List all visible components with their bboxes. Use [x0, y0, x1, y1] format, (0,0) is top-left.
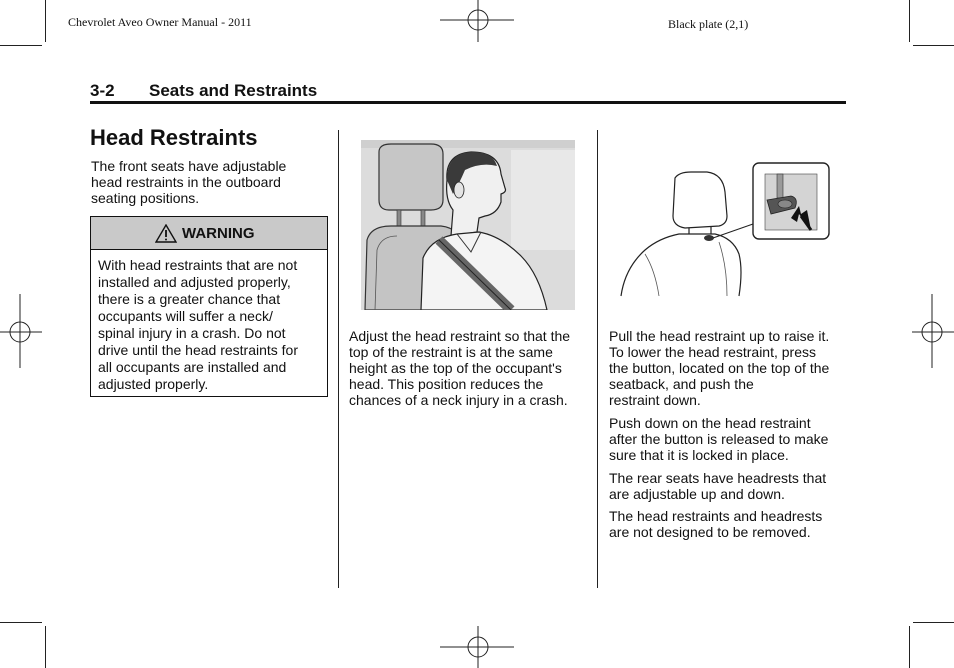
crop-mark [0, 45, 42, 46]
text-line: Pull the head restraint up to raise it. [609, 328, 830, 344]
warning-box [90, 216, 328, 397]
crop-mark [913, 45, 954, 46]
registration-mark-top [440, 0, 516, 44]
occupant-head-restraint-illustration [361, 140, 575, 310]
text-line: To lower the head restraint, press [609, 344, 816, 360]
text-line: height as the top of the occupant's [349, 360, 562, 376]
text-line: are not designed to be removed. [609, 524, 811, 540]
crop-mark [0, 622, 42, 623]
crop-mark [45, 626, 46, 668]
section-rule [90, 101, 846, 104]
manual-title-header: Chevrolet Aveo Owner Manual - 2011 [68, 15, 252, 29]
text-line: head. This position reduces the [349, 376, 544, 392]
warning-triangle-icon [155, 224, 177, 243]
text-line: The front seats have adjustable [91, 158, 287, 174]
text-line: occupants will suffer a neck/ [98, 308, 273, 324]
text-line: With head restraints that are not [98, 257, 298, 273]
head-restraint-button-illustration [615, 158, 835, 298]
warning-header [91, 217, 327, 250]
lock-paragraph [609, 415, 849, 463]
registration-mark-right [910, 294, 954, 370]
text-line: there is a greater chance that [98, 291, 281, 307]
crop-mark [45, 0, 46, 42]
text-line: restraint down. [609, 392, 701, 408]
text-line: sure that it is locked in place. [609, 447, 789, 463]
column-divider [338, 130, 339, 588]
text-line: all occupants are installed and [98, 359, 287, 375]
removal-paragraph [609, 508, 849, 540]
intro-paragraph [91, 158, 321, 206]
text-line: seatback, and push the [609, 376, 754, 392]
text-line: drive until the head restraints for [98, 342, 298, 358]
text-line: spinal injury in a crash. Do not [98, 325, 286, 341]
text-line: Push down on the head restraint [609, 415, 811, 431]
page-title: Head Restraints [90, 125, 258, 150]
text-line: chances of a neck injury in a crash. [349, 392, 568, 408]
text-line: The head restraints and headrests [609, 508, 823, 524]
crop-mark [909, 626, 910, 668]
text-line: head restraints in the outboard [91, 174, 281, 190]
warning-text [98, 257, 324, 393]
column-divider [597, 130, 598, 588]
section-title: Seats and Restraints [149, 81, 318, 100]
warning-label: WARNING [182, 225, 255, 242]
text-line: top of the restraint is at the same [349, 344, 553, 360]
registration-mark-left [0, 294, 44, 370]
raise-lower-paragraph [609, 328, 849, 408]
text-line: Adjust the head restraint so that the [349, 328, 571, 344]
text-line: The rear seats have headrests that [609, 470, 827, 486]
text-line: are adjustable up and down. [609, 486, 785, 502]
text-line: adjusted properly. [98, 376, 209, 392]
text-line: after the button is released to make [609, 431, 829, 447]
text-line: installed and adjusted properly, [98, 274, 291, 290]
section-number: 3-2 [90, 81, 115, 100]
adjust-paragraph [349, 328, 589, 408]
text-line: seating positions. [91, 190, 200, 206]
rear-seats-paragraph [609, 470, 849, 502]
crop-mark [909, 0, 910, 42]
registration-mark-bottom [440, 624, 516, 668]
crop-mark [913, 622, 954, 623]
text-line: the button, located on the top of the [609, 360, 830, 376]
plate-label: Black plate (2,1) [668, 17, 749, 31]
